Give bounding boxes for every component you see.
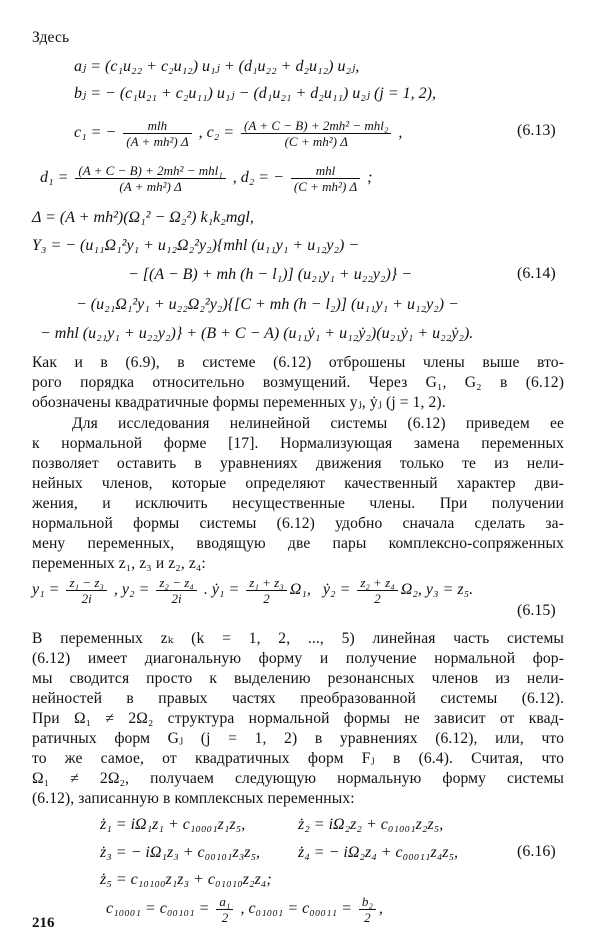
c-coeff-fraction-a: [216, 894, 233, 925]
paragraph3-line6: ратичных форм Gⱼ (j = 1, 2) в уравнениях (6.12), или, что: [32, 730, 564, 747]
equation-number-6-15: (6.15): [517, 602, 556, 619]
paragraph2-line6: нормальной формы системы (6.12) удобно сначала сделать за-: [32, 515, 564, 532]
y2-fraction: [156, 575, 196, 606]
c-coeff-lhs-a: c₁₀₀₀₁ = c₀₀₁₀₁ =: [106, 900, 210, 918]
equation-6-16-row1b: ż₂ = iΩ₂z₂ + c₀₁₀₀₁z₂z₅,: [298, 816, 444, 833]
paragraph3-line8: Ω₁ ≠ 2Ω₂, получаем следующую нормальную форму системы: [32, 770, 564, 787]
d2-denominator: (C + mh²) Δ: [291, 178, 360, 194]
d2-lhs: , d₂ = −: [232, 169, 284, 187]
c1-lhs: c₁ = −: [74, 124, 117, 142]
paragraph2-line5: жения, и исключить несущественные члены. При получении: [32, 495, 564, 512]
equation-6-16-row2a: ż₃ = − iΩ₁z₃ + c₀₀₁₀₁z₃z₅,: [100, 844, 261, 861]
ydot1-lhs: . ẏ₁ =: [203, 581, 240, 599]
c-coeff-denominator-a: 2: [216, 909, 233, 925]
ydot1-tail: Ω₁,: [289, 581, 311, 599]
paragraph3-line2: (6.12) имеет диагональную форму и получение нормальной фор-: [32, 650, 564, 667]
c-coeff-fraction-b: [359, 894, 376, 925]
ydot2-fraction: [357, 575, 397, 606]
equation-d: [40, 163, 373, 194]
c2-numerator: (A + C − B) + 2mh² − mhl₂: [244, 118, 389, 133]
ydot2-numerator: z₂ + z₄: [360, 575, 395, 590]
c-coeff-end: ,: [378, 900, 383, 918]
page-number: 216: [32, 915, 55, 931]
d2-numerator: mhl: [315, 163, 336, 178]
paragraph3-line5: При Ω₁ ≠ 2Ω₂ структура нормальной формы не зависит от квад-: [32, 710, 564, 727]
intro-word: Здесь: [32, 29, 70, 46]
ydot1-numerator: z₁ + z₃: [249, 575, 284, 590]
d1-lhs: d₁ =: [40, 169, 69, 187]
c2-fraction: [241, 118, 391, 149]
equation-b: bⱼ = − (c₁u₂₁ + c₂u₁₁) u₁ⱼ − (d₁u₂₁ + d₂u₁₁) u₂ⱼ (j = 1, 2),: [74, 85, 436, 102]
ydot2-denominator: 2: [357, 590, 397, 606]
paragraph2-line4: нейных членов, которые определяют качественный характер дви-: [32, 475, 564, 492]
y2-denominator: 2i: [156, 590, 196, 606]
y2-numerator: z₂ − z₄: [159, 575, 194, 590]
paragraph1-line1: Как и в (6.9), в системе (6.12) отброшены члены выше вто-: [32, 354, 564, 371]
paragraph3-line9: (6.12), записанную в комплексных переменных:: [32, 790, 355, 807]
c-coeff-denominator-b: 2: [359, 909, 376, 925]
equation-c: [74, 118, 402, 149]
paragraph2-line7: мену переменных, вводящую две пары комплексно-сопряженных: [32, 535, 564, 552]
c2-lhs: , c₂ =: [198, 124, 235, 142]
paragraph2-line3: позволяет оставить в уравнениях движения только те из нели-: [32, 455, 564, 472]
d1-denominator: (A + mh²) Δ: [75, 178, 225, 194]
paragraph1-line3: обозначены квадратичные формы переменных yⱼ, ẏⱼ (j = 1, 2).: [32, 394, 446, 411]
ydot2-tail: Ω₂, y₃ = z₅.: [400, 581, 474, 599]
c1-numerator: mlh: [147, 118, 168, 133]
d-end: ;: [367, 169, 373, 187]
equation-delta: Δ = (A + mh²)(Ω₁² − Ω₂²) k₁k₂mgl,: [32, 209, 254, 226]
y1-numerator: z₁ − z₃: [69, 575, 104, 590]
equation-a: aⱼ = (c₁u₂₂ + c₂u₁₂) u₁ⱼ + (d₁u₂₂ + d₂u₁₂) u₂ⱼ,: [74, 58, 360, 75]
paragraph2-line8: переменных z₁, z₃ и z₂, z₄:: [32, 555, 206, 572]
c1-fraction: [123, 118, 191, 149]
equation-6-16-row2b: ż₄ = − iΩ₂z₄ + c₀₀₀₁₁z₄z₅,: [298, 844, 459, 861]
c-coeff-numerator-a: a₁: [219, 894, 231, 909]
paragraph2-line1: Для исследования нелинейной системы (6.12) приведем ее: [72, 415, 564, 432]
equation-6-16-row4: [106, 894, 383, 925]
d1-fraction: [75, 163, 225, 194]
paragraph3-line4: нейностей в правых частях преобразованной системы (6.12).: [32, 690, 564, 707]
equation-6-15: [32, 575, 473, 606]
ydot2-lhs: ẏ₂ =: [322, 581, 351, 599]
d2-fraction: [291, 163, 360, 194]
y1-denominator: 2i: [66, 590, 106, 606]
equation-number-6-13: (6.13): [517, 122, 556, 139]
c-coeff-numerator-b: b₂: [361, 894, 373, 909]
y2-lhs: , y₂ =: [113, 581, 150, 599]
ydot1-denominator: 2: [246, 590, 286, 606]
d1-numerator: (A + C − B) + 2mh² − mhl₁: [78, 163, 223, 178]
equation-y3-line2: − [(A − B) + mh (h − l₁)] (u₂₁y₁ + u₂₂y₂)} −: [128, 266, 412, 283]
paragraph2-line2: к нормальной форме [17]. Нормализующая замена переменных: [32, 435, 564, 452]
c2-denominator: (C + mh²) Δ: [241, 133, 391, 149]
paragraph3-line7: то же самое, от квадратичных форм Fⱼ в (6.4). Считая, что: [32, 750, 564, 767]
paragraph3-line1: В переменных zₖ (k = 1, 2, ..., 5) линейная часть системы: [32, 630, 564, 647]
equation-number-6-14: (6.14): [517, 265, 556, 282]
equation-y3-line4: − mhl (u₂₁y₁ + u₂₂y₂)} + (B + C − A) (u₁₁ẏ₁ + u₁₂ẏ₂)(u₂₁ẏ₁ + u₂₂ẏ₂).: [40, 325, 474, 342]
equation-6-16-row1a: ż₁ = iΩ₁z₁ + c₁₀₀₀₁z₁z₅,: [100, 816, 246, 833]
c-end: ,: [398, 124, 403, 142]
c-coeff-lhs-b: , c₀₁₀₀₁ = c₀₀₀₁₁ =: [240, 900, 352, 918]
equation-y3-line1: Y₃ = − (u₁₁Ω₁²y₁ + u₁₂Ω₂²y₂){mhl (u₁₁y₁ + u₁₂y₂) −: [32, 237, 360, 254]
y1-fraction: [66, 575, 106, 606]
paragraph1-line2: рого порядка относительно возмущений. Через G₁, G₂ в (6.12): [32, 374, 564, 391]
equation-y3-line3: − (u₂₁Ω₁²y₁ + u₂₂Ω₂²y₂){[C + mh (h − l₂)] (u₁₁y₁ + u₁₂y₂) −: [76, 296, 459, 313]
ydot1-fraction: [246, 575, 286, 606]
y1-lhs: y₁ =: [32, 581, 60, 599]
equation-number-6-16: (6.16): [517, 843, 556, 860]
c1-denominator: (A + mh²) Δ: [123, 133, 191, 149]
paragraph3-line3: мы сводится просто к выделению резонансных членов из нели-: [32, 670, 564, 687]
equation-6-16-row3: ż₅ = c₁₀₁₀₀z₁z₃ + c₀₁₀₁₀z₂z₄;: [100, 871, 272, 888]
